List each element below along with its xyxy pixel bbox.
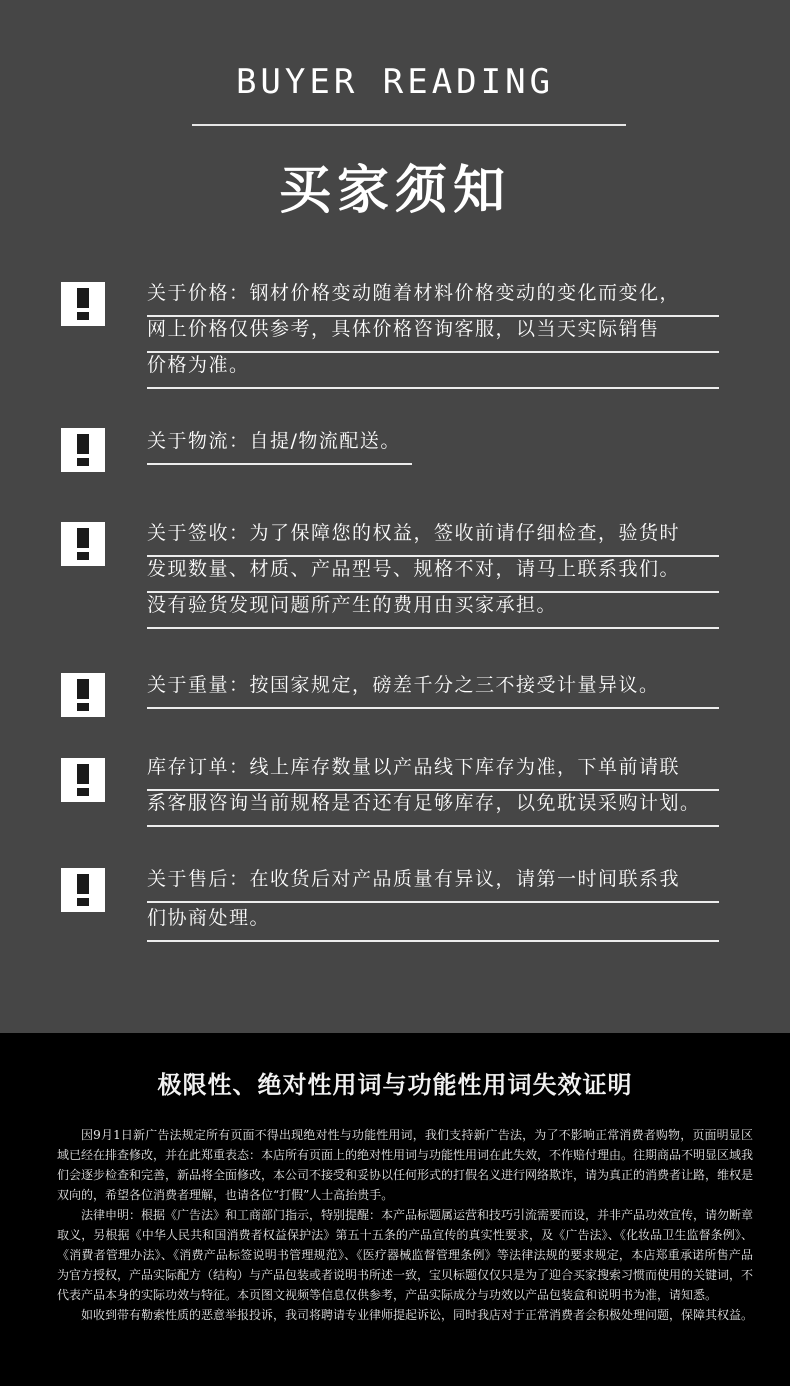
exclamation-icon — [61, 758, 105, 802]
exclamation-icon — [61, 282, 105, 326]
notice-line: 系客服咨询当前规格是否还有足够库存，以免耽误采购计划。 — [147, 788, 719, 827]
notice-line: 网上价格仅供参考，具体价格咨询客服，以当天实际销售 — [147, 314, 719, 353]
legal-paragraph: 法律申明：根据《广告法》和工商部门指示，特别提醒：本产品标题属运营和技巧引流需要而设，并非产品功效宣传，请勿断章取义，另根据《中华人民共和国消费者权益保护法》第五十五条的产品宣传的真实性要求，及《广告法》、《化妆品卫生监督条例》、《消費者管理办法》、《消费产品标签说明书管理规范》、《医疗器械监督管理条例》等法律法规的要求规定，本店郑重承诺所售产品为官方授权，产品实际配方（结构）与产品包装或者说明书所述一致，宝贝标题仅仅只是为了迎合买家搜索习惯而使用的关键词，不代表产品本身的实际功效与特征。本页图文视频等信息仅供参考，产品实际成分与功效以产品包装盒和说明书为准，请知悉。 — [57, 1208, 754, 1302]
legal-paragraph: 因9月1日新广告法规定所有页面不得出现绝对性与功能性用词，我们支持新广告法，为了不影响正常消费者购物，页面明显区域已经在排查修改，并在此郑重表态：本店所有页面上的绝对性用词与功能性用词在此失效，不作赔付理由。往期商品不明显区域我们会逐步检查和完善，新品将全面修改，本公司不接受和妥协以任何形式的打假名义进行网络欺诈，请为真正的消费者让路，维权是双向的，希望各位消费者理解，也请各位“打假”人士高抬贵手。 — [57, 1128, 754, 1202]
notice-line: 关于物流：自提/物流配送。 — [147, 426, 412, 465]
exclamation-icon — [61, 428, 105, 472]
notice-line: 价格为准。 — [147, 350, 719, 389]
legal-statement-panel — [0, 1033, 790, 1386]
english-title: BUYER READING — [235, 62, 555, 102]
legal-paragraph: 如收到带有勒索性质的恶意举报投诉，我司将聘请专业律师提起诉讼，同时我店对于正常消费者会积极处理问题，保障其权益。 — [81, 1308, 754, 1322]
legal-body — [57, 1125, 753, 1325]
notice-line: 关于售后：在收货后对产品质量有异议，请第一时间联系我 — [147, 864, 719, 903]
notice-line: 关于重量：按国家规定，磅差千分之三不接受计量异议。 — [147, 670, 719, 709]
legal-title: 极限性、绝对性用词与功能性用词失效证明 — [157, 1070, 633, 1099]
page-title: 买家须知 — [278, 161, 511, 221]
notice-line: 发现数量、材质、产品型号、规格不对，请马上联系我们。 — [147, 554, 719, 593]
exclamation-icon — [61, 673, 105, 717]
notice-line: 库存订单：线上库存数量以产品线下库存为准，下单前请联 — [147, 752, 719, 791]
notice-line: 关于签收：为了保障您的权益，签收前请仔细检查，验货时 — [147, 518, 719, 557]
notice-line: 没有验货发现问题所产生的费用由买家承担。 — [147, 590, 719, 629]
title-divider — [192, 124, 626, 126]
notice-line: 关于价格：钢材价格变动随着材料价格变动的变化而变化， — [147, 278, 719, 317]
exclamation-icon — [61, 868, 105, 912]
notice-line: 们协商处理。 — [147, 903, 719, 942]
exclamation-icon — [61, 522, 105, 566]
